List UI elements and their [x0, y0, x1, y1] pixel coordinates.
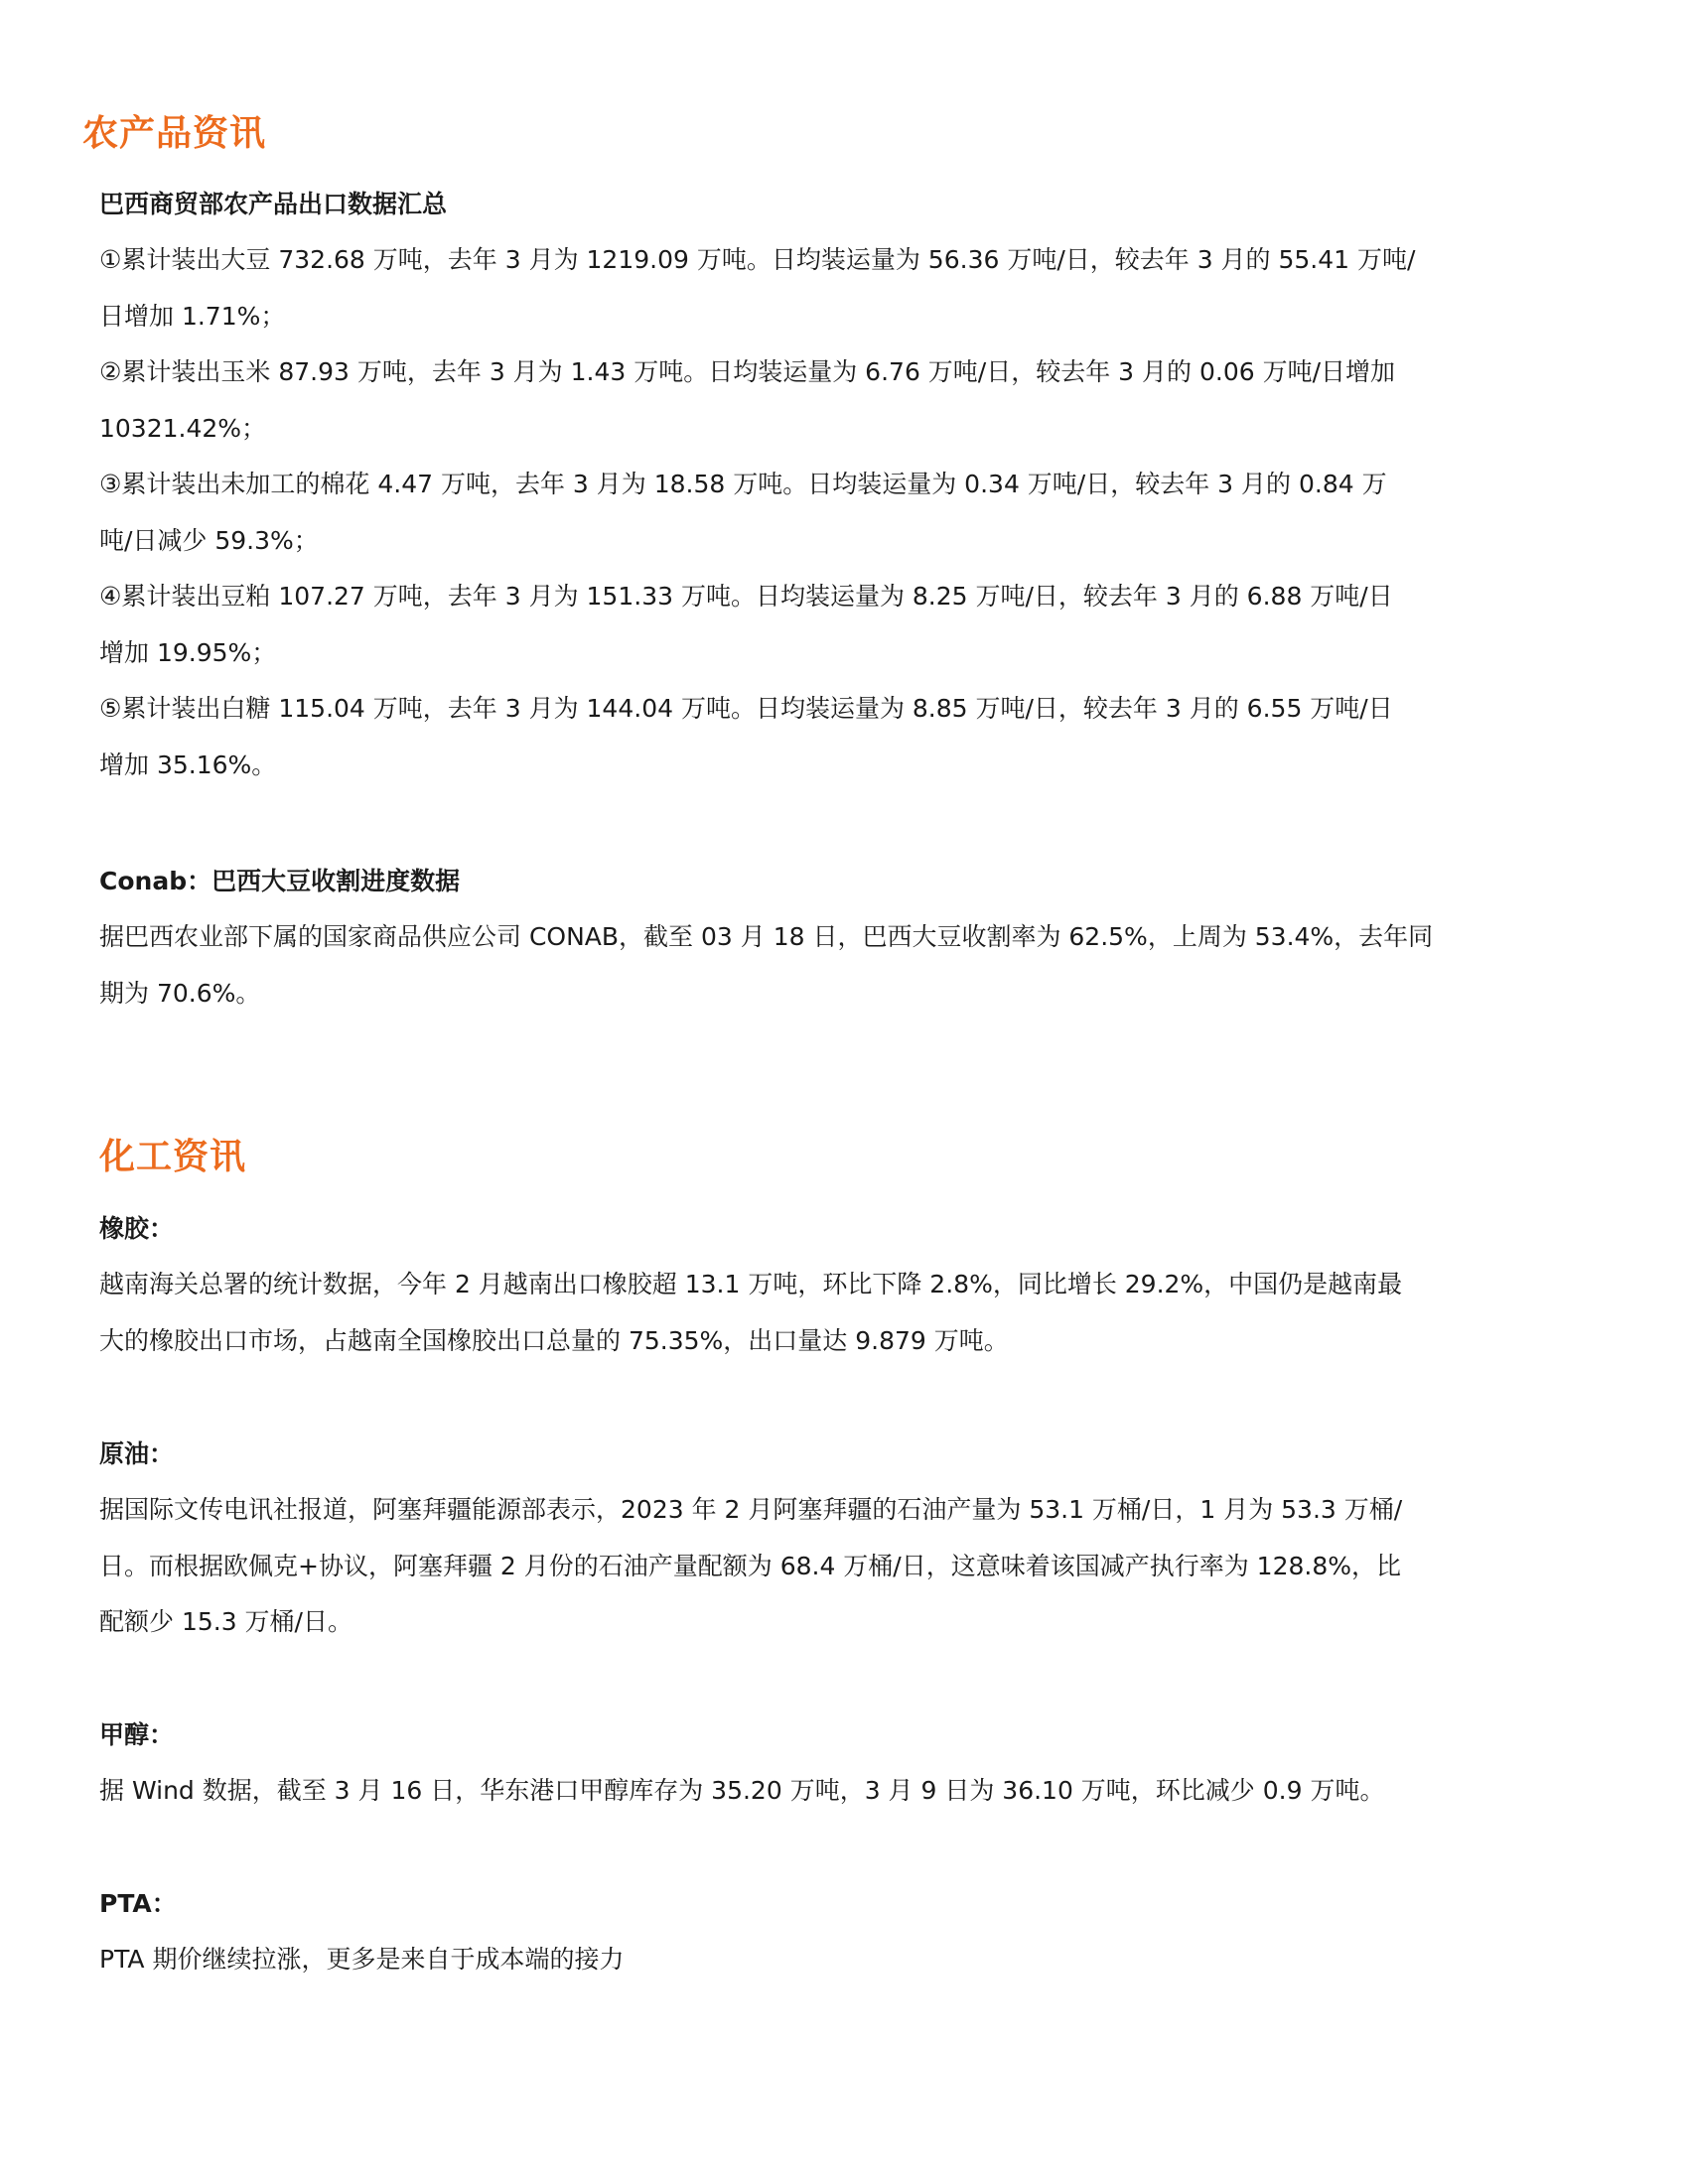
pta-heading: PTA：	[99, 1889, 177, 1918]
brazil-export-block	[99, 177, 1589, 793]
text-line: ②累计装出玉米 87.93 万吨，去年 3 月为 1.43 万吨。日均装运量为 6.76 万吨/日，较去年 3 月的 0.06 万吨/日增加	[99, 357, 1395, 386]
text-line: ①累计装出大豆 732.68 万吨，去年 3 月为 1219.09 万吨。日均装运量为 56.36 万吨/日，较去年 3 月的 55.41 万吨/	[99, 245, 1416, 274]
rubber-heading: 橡胶：	[99, 1214, 175, 1243]
methanol-heading: 甲醇：	[99, 1720, 175, 1749]
text-line: 据 Wind 数据，截至 3 月 16 日，华东港口甲醇库存为 35.20 万吨，3 月 9 日为 36.10 万吨，环比减少 0.9 万吨。	[99, 1776, 1385, 1805]
crude-text	[99, 1482, 1589, 1651]
text-line: PTA 期价继续拉涨，更多是来自于成本端的接力	[99, 1945, 625, 1974]
text-line: ⑤累计装出白糖 115.04 万吨，去年 3 月为 144.04 万吨。日均装运量为 8.85 万吨/日，较去年 3 月的 6.55 万吨/日	[99, 694, 1393, 723]
text-line: 日增加 1.71%；	[99, 301, 286, 331]
text-line: 越南海关总署的统计数据，今年 2 月越南出口橡胶超 13.1 万吨，环比下降 2.8%，同比增长 29.2%，中国仍是越南最	[99, 1270, 1403, 1298]
methanol-block	[99, 1707, 1589, 1820]
methanol-text	[99, 1763, 1589, 1820]
crude-heading: 原油：	[99, 1439, 175, 1468]
conab-block	[99, 854, 1589, 1022]
rubber-text	[99, 1257, 1589, 1369]
text-line: 日。而根据欧佩克+协议，阿塞拜疆 2 月份的石油产量配额为 68.4 万桶/日，这意味着该国减产执行率为 128.8%，比	[99, 1551, 1402, 1580]
section-title-agri: 农产品资讯	[82, 113, 267, 154]
conab-heading: Conab：巴西大豆收割进度数据	[99, 867, 461, 895]
brazil-export-text	[99, 232, 1589, 793]
text-line: 大的橡胶出口市场，占越南全国橡胶出口总量的 75.35%，出口量达 9.879 万吨。	[99, 1325, 1009, 1355]
text-line: 据巴西农业部下属的国家商品供应公司 CONAB，截至 03 月 18 日，巴西大豆收割率为 62.5%，上周为 53.4%，去年同	[99, 922, 1434, 951]
pta-text	[99, 1932, 1589, 1988]
text-line: 吨/日减少 59.3%；	[99, 525, 319, 555]
text-line: 期为 70.6%。	[99, 978, 261, 1008]
rubber-block	[99, 1201, 1589, 1369]
pta-block	[99, 1876, 1589, 1988]
text-line: 配额少 15.3 万桶/日。	[99, 1607, 352, 1636]
text-line: ④累计装出豆粕 107.27 万吨，去年 3 月为 151.33 万吨。日均装运量为 8.25 万吨/日，较去年 3 月的 6.88 万吨/日	[99, 582, 1393, 611]
brazil-export-heading: 巴西商贸部农产品出口数据汇总	[99, 190, 448, 218]
conab-text	[99, 909, 1589, 1022]
crude-block	[99, 1427, 1589, 1651]
section-title-chem: 化工资讯	[99, 1137, 247, 1177]
text-line: 据国际文传电讯社报道，阿塞拜疆能源部表示，2023 年 2 月阿塞拜疆的石油产量为 53.1 万桶/日，1 月为 53.3 万桶/	[99, 1495, 1403, 1524]
text-line: 增加 35.16%。	[99, 750, 277, 779]
text-line: 10321.42%；	[99, 413, 267, 443]
text-line: ③累计装出未加工的棉花 4.47 万吨，去年 3 月为 18.58 万吨。日均装运量为 0.34 万吨/日，较去年 3 月的 0.84 万	[99, 470, 1387, 498]
text-line: 增加 19.95%；	[99, 637, 277, 667]
